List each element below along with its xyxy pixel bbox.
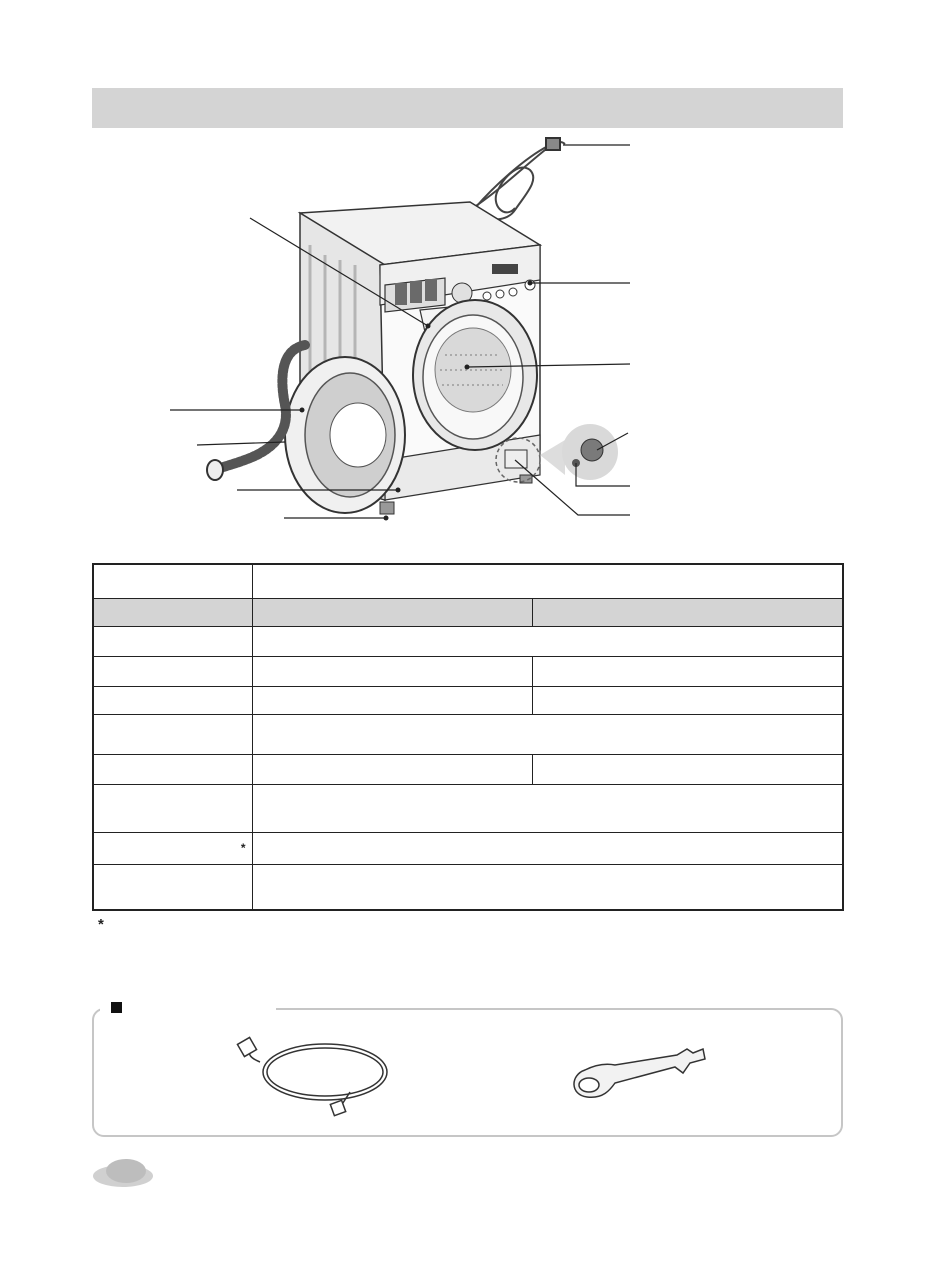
table-row [93,686,843,714]
row-label [93,784,252,832]
row-value [532,754,843,784]
row-value [252,784,843,832]
row-label [93,686,252,714]
washer-illustration [0,130,935,550]
row-label [93,626,252,656]
row-label [93,864,252,910]
table-row [93,832,843,864]
row-label [93,656,252,686]
row-value [532,686,843,714]
row-value [252,754,532,784]
footnote-mark: * [98,916,104,933]
power-cord [470,138,565,219]
asterisk-mark: * [93,832,252,864]
row-label [93,714,252,754]
panel-divider [276,1008,831,1010]
header-cell [532,598,843,626]
table-row [93,864,843,910]
table-row [93,564,843,598]
page-number-badge [92,1158,154,1188]
header-cell [252,598,532,626]
row-value [252,626,843,656]
inlet-hose-icon [230,1030,400,1120]
table-row [93,784,843,832]
row-value [252,714,843,754]
table-row [93,656,843,686]
specification-table [92,563,844,911]
table-row [93,714,843,754]
row-label [93,754,252,784]
row-label [93,564,252,598]
header-cell [93,598,252,626]
accessories-panel [92,1008,843,1137]
table-row [93,754,843,784]
spanner-icon [565,1045,715,1105]
table-header-row [93,598,843,626]
row-value [252,656,532,686]
row-value [252,864,843,910]
row-value [532,656,843,686]
square-bullet-icon [111,1002,122,1013]
row-value [252,564,843,598]
drum [413,300,537,450]
table-row [93,626,843,656]
row-value [252,686,532,714]
row-value [252,832,843,864]
section-title-bar [92,88,843,128]
